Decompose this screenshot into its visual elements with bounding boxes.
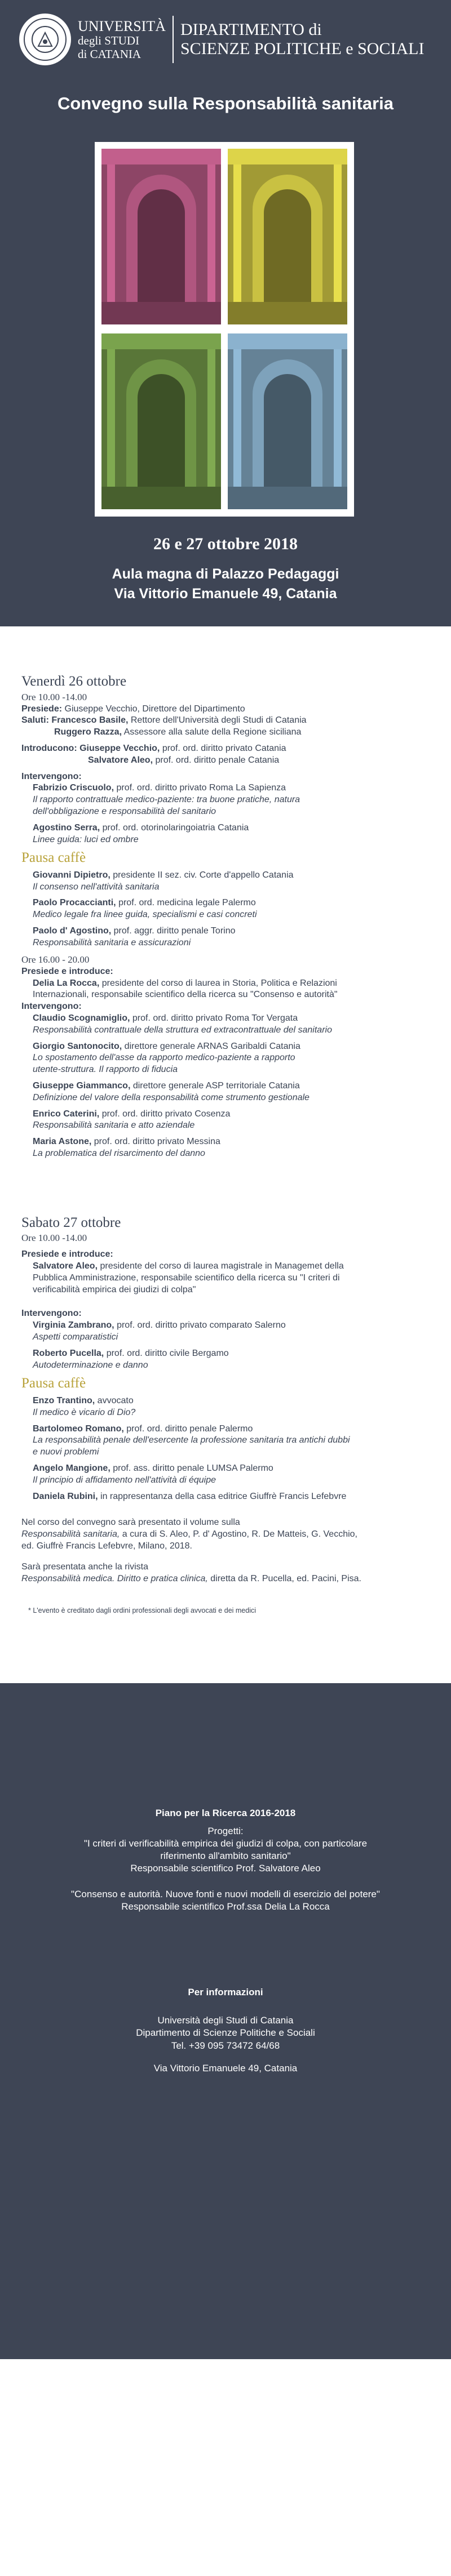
pi-name: Delia La Rocca, <box>33 978 100 988</box>
journal-note-line2: diretta da R. Pucella, ed. Pacini, Pisa. <box>210 1573 361 1583</box>
speaker-name: Fabrizio Criscuolo, <box>33 783 114 793</box>
speaker-role: avvocato <box>97 1395 134 1405</box>
day1-title: Venerdì 26 ottobre <box>21 674 127 689</box>
university-name <box>78 18 166 61</box>
panel-blue <box>228 333 347 509</box>
info-line2: Dipartimento di Scienze Politiche e Sociali <box>136 2027 315 2039</box>
logo-divider <box>173 16 174 63</box>
book-note-line2: a cura di S. Aleo, P. d' Agostino, R. De Matteis, G. Vecchio, <box>122 1529 357 1540</box>
project1-line2: riferimento all'ambito sanitario" <box>160 1850 291 1861</box>
logo-row <box>19 14 424 65</box>
day2-pi-role1: presidente del corso di laurea magistrale in Managemet della <box>100 1261 344 1271</box>
speaker-role: prof. ass. diritto penale LUMSA Palermo <box>113 1463 273 1473</box>
speaker-name: Daniela Rubini, <box>33 1491 98 1501</box>
project2-line1: "Consenso e autorità. Nuove fonti e nuovi modelli di esercizio del potere" <box>71 1889 380 1900</box>
saluti2-role: Assessore alla salute della Regione siciliana <box>123 727 302 737</box>
speaker-role: prof. ord. diritto privato Cosenza <box>101 1109 231 1119</box>
venue-line1: Aula magna di Palazzo Pedagaggi <box>112 566 339 582</box>
day2-pi-label: Presiede e introduce: <box>21 1249 113 1260</box>
book-note-line3: ed. Giuffrè Francis Lefebvre, Milano, 2018. <box>21 1541 192 1551</box>
talk-item <box>21 1491 430 1503</box>
university-line1: UNIVERSITÀ <box>78 17 166 34</box>
speaker-role: in rappresentanza della casa editrice Giuffrè Francis Lefebvre <box>100 1491 347 1501</box>
artwork-four-panels <box>95 142 354 517</box>
talk-item <box>21 1080 430 1104</box>
saluti-label: Saluti: <box>21 715 49 726</box>
info-line3: Tel. +39 095 73472 64/68 <box>171 2040 280 2051</box>
talk-item <box>21 1395 430 1419</box>
panel-green <box>101 333 221 509</box>
speaker-name: Giovanni Dipietro, <box>33 870 110 880</box>
speaker-role: prof. ord. diritto privato comparato Salerno <box>117 1320 286 1331</box>
info-line4: Via Vittorio Emanuele 49, Catania <box>153 2062 298 2074</box>
project1-line1: "I criteri di verificabilità empirica dei giudizi di colpa, con particolare <box>83 1838 368 1849</box>
journal-note-title: Responsabilità medica. Diritto e pratica clinica, <box>21 1573 208 1583</box>
speaker-name: Virginia Zambrano, <box>33 1320 114 1331</box>
talk-title: dell'obbligazione e responsabilità del sanitario <box>33 806 216 816</box>
talk-title: Linee guida: luci ed ombre <box>33 834 139 844</box>
talk-title: Responsabilità sanitaria e atto aziendale <box>33 1120 195 1131</box>
day2-time: Ore 10.00 -14.00 <box>21 1233 87 1244</box>
talk-title: e nuovi problemi <box>33 1447 99 1457</box>
footer-section <box>0 1683 451 2359</box>
book-note-line1: Nel corso del convegno sarà presentato il volume sulla <box>21 1518 240 1528</box>
intro1-name: Giuseppe Vecchio, <box>79 743 160 753</box>
talk-title: Il medico è vicario di Dio? <box>33 1407 136 1417</box>
talk-title: utente-struttura. Il rapporto di fiducia <box>33 1065 178 1075</box>
speaker-name: Paolo d' Agostino, <box>33 926 112 936</box>
intervengono-label: Intervengono: <box>21 771 82 781</box>
saluti1-role: Rettore dell'Università degli Studi di Catania <box>130 715 307 726</box>
talk-title: Lo spostamento dell'asse da rapporto medico-paziente a rapporto <box>33 1053 295 1063</box>
info-line1: Università degli Studi di Catania <box>157 2015 294 2026</box>
speaker-role: prof. ord. diritto penale Palermo <box>126 1423 253 1434</box>
talk-title: Aspetti comparatistici <box>33 1332 118 1342</box>
day2-pi-role3: verificabilità empirica dei giudizi di colpa" <box>33 1284 196 1294</box>
info-title: Per informazioni <box>188 1987 263 1998</box>
journal-note-line1: Sarà presentata anche la rivista <box>21 1561 149 1572</box>
panel-purple <box>101 149 221 324</box>
day2-pi-role2: Pubblica Amministrazione, responsabile scientifico della ricerca su "I criteri di <box>33 1273 340 1283</box>
speaker-name: Giuseppe Giammanco, <box>33 1080 131 1091</box>
talk-item <box>21 926 430 949</box>
pi-role2: Internazionali, responsabile scientifico della ricerca su "Consenso e autorità" <box>33 990 338 1000</box>
intro2-name: Salvatore Aleo, <box>88 755 153 765</box>
talk-title: Responsabilità sanitaria e assicurazioni <box>33 937 191 947</box>
university-seal-icon <box>19 14 71 65</box>
day2-pi-name: Salvatore Aleo, <box>33 1261 98 1271</box>
talk-title: Il consenso nell'attività sanitaria <box>33 882 160 892</box>
speaker-name: Enrico Caterini, <box>33 1109 100 1119</box>
intro1-role: prof. ord. diritto privato Catania <box>162 743 286 753</box>
speaker-name: Agostino Serra, <box>33 822 100 833</box>
project1-line3: Responsabile scientifico Prof. Salvatore Aleo <box>130 1862 321 1874</box>
speaker-role: direttore generale ASP territoriale Catania <box>132 1080 300 1091</box>
speaker-name: Roberto Pucella, <box>33 1348 104 1358</box>
speaker-role: prof. ord. diritto privato Roma La Sapienza <box>116 783 286 793</box>
saluti2-name: Ruggero Razza, <box>54 727 122 737</box>
talk-item <box>21 1136 430 1160</box>
speaker-name: Bartolomeo Romano, <box>33 1423 124 1434</box>
day1-talks-morning-2 <box>21 870 430 949</box>
presiede-label: Presiede: <box>21 704 63 714</box>
day1-talks-afternoon <box>21 1013 430 1160</box>
talk-title: Medico legale fra linee guida, specialismi e casi concreti <box>33 910 257 920</box>
department-line2: SCIENZE POLITICHE e SOCIALI <box>180 39 425 58</box>
intro2-role: prof. ord. diritto penale Catania <box>155 755 280 765</box>
progetti-label: Progetti: <box>207 1825 244 1836</box>
venue-line2: Via Vittorio Emanuele 49, Catania <box>114 586 337 602</box>
speaker-role: presidente II sez. civ. Corte d'appello Catania <box>113 870 294 880</box>
day1-time-morning: Ore 10.00 -14.00 <box>21 691 87 702</box>
speaker-name: Claudio Scognamiglio, <box>33 1013 130 1023</box>
conference-dates: 26 e 27 ottobre 2018 <box>153 535 298 553</box>
day2-talks-2 <box>21 1395 430 1502</box>
speaker-name: Giorgio Santonocito, <box>33 1041 122 1051</box>
project2-line2: Responsabile scientifico Prof.ssa Delia La Rocca <box>121 1901 330 1912</box>
program-section <box>0 626 451 1683</box>
speaker-name: Maria Astone, <box>33 1137 92 1147</box>
saluti1-name: Francesco Basile, <box>51 715 129 726</box>
talk-item <box>21 1013 430 1036</box>
university-line2: degli STUDI <box>78 34 140 48</box>
day2-title: Sabato 27 ottobre <box>21 1214 121 1230</box>
talk-item <box>21 822 430 846</box>
speaker-role: prof. ord. otorinolaringoiatria Catania <box>102 822 249 833</box>
day1-time-afternoon: Ore 16.00 - 20.00 <box>21 954 90 965</box>
accreditation-footnote: * L'evento è creditato dagli ordini professionali degli avvocati e dei medici <box>28 1607 257 1615</box>
talk-title: Il principio di affidamento nell'attività di équipe <box>33 1475 216 1485</box>
panel-yellow <box>228 149 347 324</box>
talk-title: Autodeterminazione e danno <box>33 1360 148 1370</box>
talk-item <box>21 1109 430 1132</box>
talk-item <box>21 897 430 921</box>
speaker-role: direttore generale ARNAS Garibaldi Catania <box>124 1041 300 1051</box>
speaker-role: prof. ord. diritto civile Bergamo <box>106 1348 229 1358</box>
talk-item <box>21 782 430 817</box>
talk-item <box>21 870 430 893</box>
pausa-caffe-2: Pausa caffè <box>21 1376 86 1391</box>
day2-intervengono-label: Intervengono: <box>21 1309 82 1319</box>
talk-title: Definizione del valore della responsabilità come strumento gestionale <box>33 1092 309 1102</box>
introducono-label: Introducono: <box>21 743 77 753</box>
presiede-text: Giuseppe Vecchio, Direttore del Dipartimento <box>64 704 245 714</box>
presiede-introduce-label: Presiede e introduce: <box>21 966 113 976</box>
pi-role1: presidente del corso di laurea in Storia, Politica e Relazioni <box>101 978 337 988</box>
piano-title: Piano per la Ricerca 2016-2018 <box>155 1807 296 1818</box>
talk-title: La responsabilità penale dell'esercente la professione sanitaria tra antichi dubbi <box>33 1435 350 1445</box>
talk-item <box>21 1041 430 1076</box>
speaker-name: Enzo Trantino, <box>33 1395 95 1405</box>
speaker-role: prof. ord. diritto privato Messina <box>94 1137 220 1147</box>
university-line3: di CATANIA <box>78 47 142 61</box>
conference-venue <box>0 564 451 604</box>
department-name <box>180 20 424 59</box>
conference-title: Convegno sulla Responsabilità sanitaria <box>57 94 394 113</box>
talk-item <box>21 1348 430 1372</box>
day2-talks-1 <box>21 1320 430 1371</box>
talk-title: La problematica del risarcimento del danno <box>33 1148 205 1158</box>
talk-item <box>21 1463 430 1487</box>
speaker-name: Angelo Mangione, <box>33 1463 110 1473</box>
speaker-role: prof. ord. diritto privato Roma Tor Vergata <box>132 1013 298 1023</box>
book-note-title: Responsabilità sanitaria, <box>21 1529 120 1540</box>
talk-item <box>21 1423 430 1458</box>
talk-title: Il rapporto contrattuale medico-paziente: tra buone pratiche, natura <box>33 795 300 805</box>
header-banner <box>0 0 451 626</box>
department-line1: DIPARTIMENTO di <box>180 20 322 39</box>
intervengono-label-2: Intervengono: <box>21 1002 82 1012</box>
speaker-name: Paolo Procaccianti, <box>33 898 116 908</box>
talk-item <box>21 1320 430 1343</box>
pausa-caffe-1: Pausa caffè <box>21 850 86 866</box>
day1-talks-morning <box>21 782 430 846</box>
speaker-role: prof. aggr. diritto penale Torino <box>113 926 236 936</box>
talk-title: Responsabilità contrattuale della struttura ed extracontrattuale del sanitario <box>33 1025 332 1035</box>
speaker-role: prof. ord. medicina legale Palermo <box>118 898 256 908</box>
